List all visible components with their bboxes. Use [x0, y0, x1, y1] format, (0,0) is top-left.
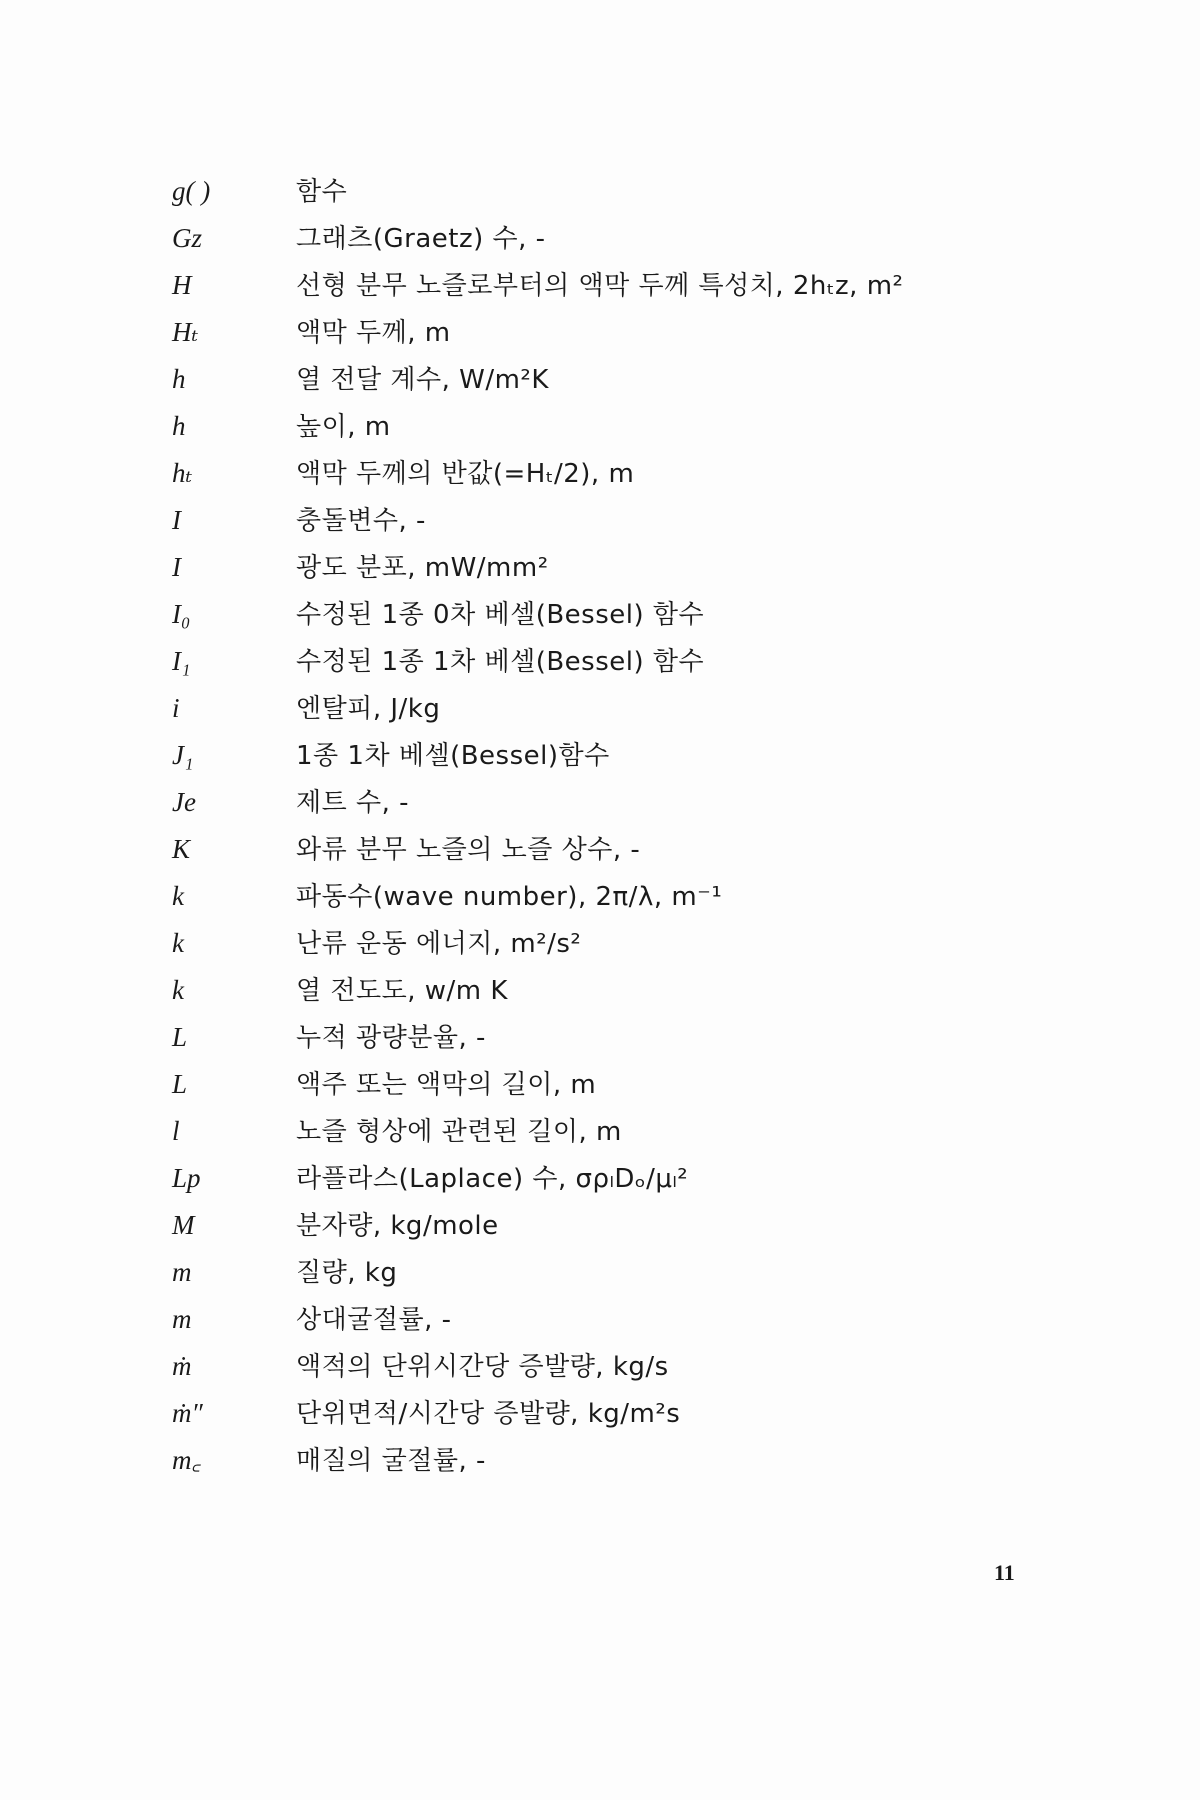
symbol: ṁ″: [172, 1398, 203, 1428]
description: 난류 운동 에너지, m²/s²: [296, 929, 582, 959]
description: 라플라스(Laplace) 수, σρₗDₒ/μₗ²: [296, 1164, 689, 1194]
symbol: k: [172, 928, 184, 958]
description: 액막 두께, m: [296, 318, 451, 348]
symbol: g( ): [172, 176, 211, 206]
list-item: [172, 1061, 1072, 1108]
symbol: h: [172, 364, 186, 394]
list-item: [172, 1437, 1072, 1484]
description: 충돌변수, -: [296, 506, 426, 536]
description: 선형 분무 노즐로부터의 액막 두께 특성치, 2hₜz, m²: [296, 271, 904, 301]
description: 수정된 1종 0차 베셀(Bessel) 함수: [296, 600, 705, 630]
description: 제트 수, -: [296, 788, 410, 818]
list-item: [172, 920, 1072, 967]
description: 열 전달 계수, W/m²K: [296, 365, 549, 395]
symbol: I: [172, 505, 181, 535]
symbol: l: [172, 1116, 180, 1146]
description: 함수: [296, 177, 348, 207]
symbol: ṁ: [172, 1351, 192, 1381]
list-item: [172, 1249, 1072, 1296]
description: 상대굴절률, -: [296, 1305, 452, 1335]
list-item: [172, 732, 1072, 779]
description: 액적의 단위시간당 증발량, kg/s: [296, 1352, 669, 1382]
symbol: Je: [172, 787, 196, 817]
symbol: k: [172, 975, 184, 1005]
list-item: [172, 215, 1072, 262]
list-item: [172, 450, 1072, 497]
description: 단위면적/시간당 증발량, kg/m²s: [296, 1399, 681, 1429]
symbol: m꜀: [172, 1445, 201, 1475]
symbol: L: [172, 1069, 188, 1099]
symbol: M: [172, 1210, 195, 1240]
symbol: I₁: [172, 646, 191, 676]
page-number: 11: [994, 1560, 1015, 1585]
symbol: h: [172, 411, 186, 441]
list-item: [172, 403, 1072, 450]
list-item: [172, 826, 1072, 873]
symbol: i: [172, 693, 180, 723]
list-item: [172, 1155, 1072, 1202]
list-item: [172, 873, 1072, 920]
description: 파동수(wave number), 2π/λ, m⁻¹: [296, 882, 723, 912]
description: 높이, m: [296, 412, 391, 442]
symbol: k: [172, 881, 184, 911]
list-item: [172, 309, 1072, 356]
symbol: I₀: [172, 599, 191, 629]
description: 열 전도도, w/m K: [296, 976, 508, 1006]
list-item: [172, 1014, 1072, 1061]
description: 누적 광량분율, -: [296, 1023, 486, 1053]
description: 그래츠(Graetz) 수, -: [296, 224, 546, 254]
description: 액주 또는 액막의 길이, m: [296, 1070, 597, 1100]
description: 노즐 형상에 관련된 길이, m: [296, 1117, 622, 1147]
symbol: H: [172, 270, 192, 300]
symbol: m: [172, 1304, 192, 1334]
list-item: [172, 1343, 1072, 1390]
description: 엔탈피, J/kg: [296, 694, 441, 724]
list-item: [172, 1202, 1072, 1249]
list-item: [172, 638, 1072, 685]
list-item: [172, 497, 1072, 544]
list-item: [172, 356, 1072, 403]
symbol: K: [172, 834, 191, 864]
list-item: [172, 685, 1072, 732]
description: 액막 두께의 반값(=Hₜ/2), m: [296, 459, 635, 489]
list-item: [172, 544, 1072, 591]
description: 매질의 굴절률, -: [296, 1446, 486, 1476]
list-item: [172, 1296, 1072, 1343]
symbol: hₜ: [172, 458, 193, 488]
symbol: Lp: [172, 1163, 201, 1193]
symbol: m: [172, 1257, 192, 1287]
list-item: [172, 1108, 1072, 1155]
list-item: [172, 591, 1072, 638]
description: 1종 1차 베셀(Bessel)함수: [296, 741, 610, 771]
symbol: Hₜ: [172, 317, 199, 347]
symbol: I: [172, 552, 181, 582]
symbol: L: [172, 1022, 188, 1052]
description: 와류 분무 노즐의 노즐 상수, -: [296, 835, 641, 865]
symbol: J₁: [172, 740, 194, 770]
description: 분자량, kg/mole: [296, 1211, 499, 1241]
list-item: [172, 168, 1072, 215]
list-item: [172, 779, 1072, 826]
list-item: [172, 262, 1072, 309]
nomenclature-list: [172, 168, 1072, 1484]
list-item: [172, 1390, 1072, 1437]
symbol: Gz: [172, 223, 203, 253]
description: 수정된 1종 1차 베셀(Bessel) 함수: [296, 647, 705, 677]
list-item: [172, 967, 1072, 1014]
description: 광도 분포, mW/mm²: [296, 553, 549, 583]
description: 질량, kg: [296, 1258, 398, 1288]
